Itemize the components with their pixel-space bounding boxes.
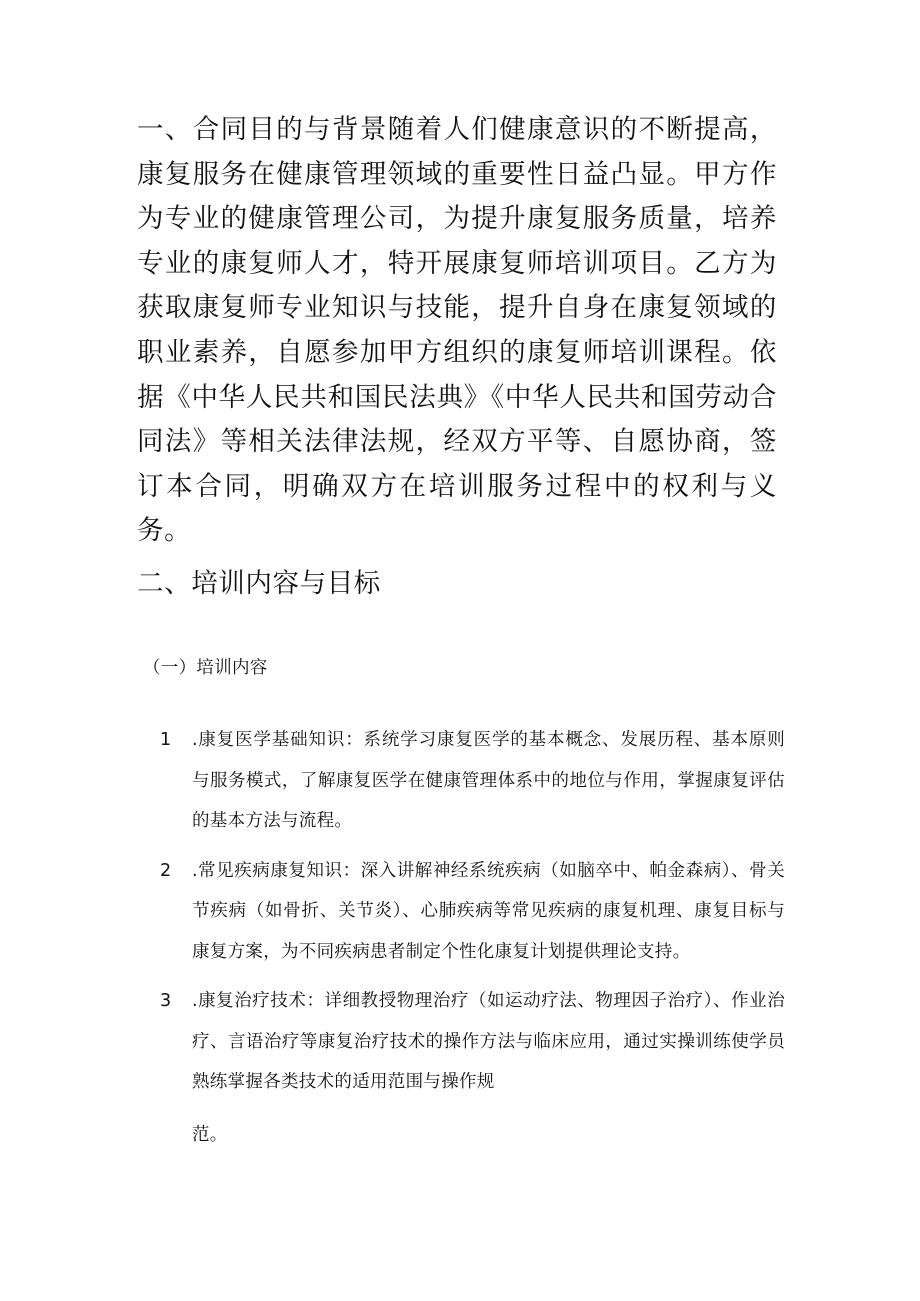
intro-paragraph: 一、合同目的与背景随着人们健康意识的不断提高，康复服务在健康管理领域的重要性日益凸显。甲方作为专业的健康管理公司，为提升康复服务质量，培养专业的康复师人才，特开展康复师培训项目。乙方为获取康复师专业知识与技能，提升自身在康复领域的职业素养，自愿参加甲方组织的康复师培训课程。依据《中华人民共和国民法典》《中华人民共和国劳动合同法》等相关法律法规，经双方平等、自愿协商，签订本合同，明确双方在培训服务过程中的权利与义务。 [137,114,777,547]
item-text: .康复治疗技术：详细教授物理治疗（如运动疗法、物理因子治疗）、作业治疗、言语治疗等康复治疗技术的操作方法与临床应用，通过实操训练使学员熟练掌握各类技术的适用范围与操作规 [192,991,785,1092]
training-content-list [160,720,785,1164]
section-title: 二、培训内容与目标 [137,568,381,599]
item-number: 2 [160,860,172,881]
item-number: 1 [160,730,172,750]
subsection-title: （一）培训内容 [143,658,268,678]
item-text: .常见疾病康复知识：深入讲解神经系统疾病（如脑卒中、帕金森病）、骨关节疾病（如骨折、关节炎）、心肺疾病等常见疾病的康复机理、康复目标与康复方案，为不同疾病患者制定个性化康复计划提供理论支持。 [192,860,785,962]
list-item [160,851,785,973]
item-text-tail: 范。 [192,1124,228,1145]
item-text: .康复医学基础知识：系统学习康复医学的基本概念、发展历程、基本原则与服务模式，了解康复医学在健康管理体系中的地位与作用，掌握康复评估的基本方法与流程。 [192,730,785,831]
item-number: 3 [160,991,172,1011]
list-item [160,720,785,842]
list-item [160,981,785,1155]
